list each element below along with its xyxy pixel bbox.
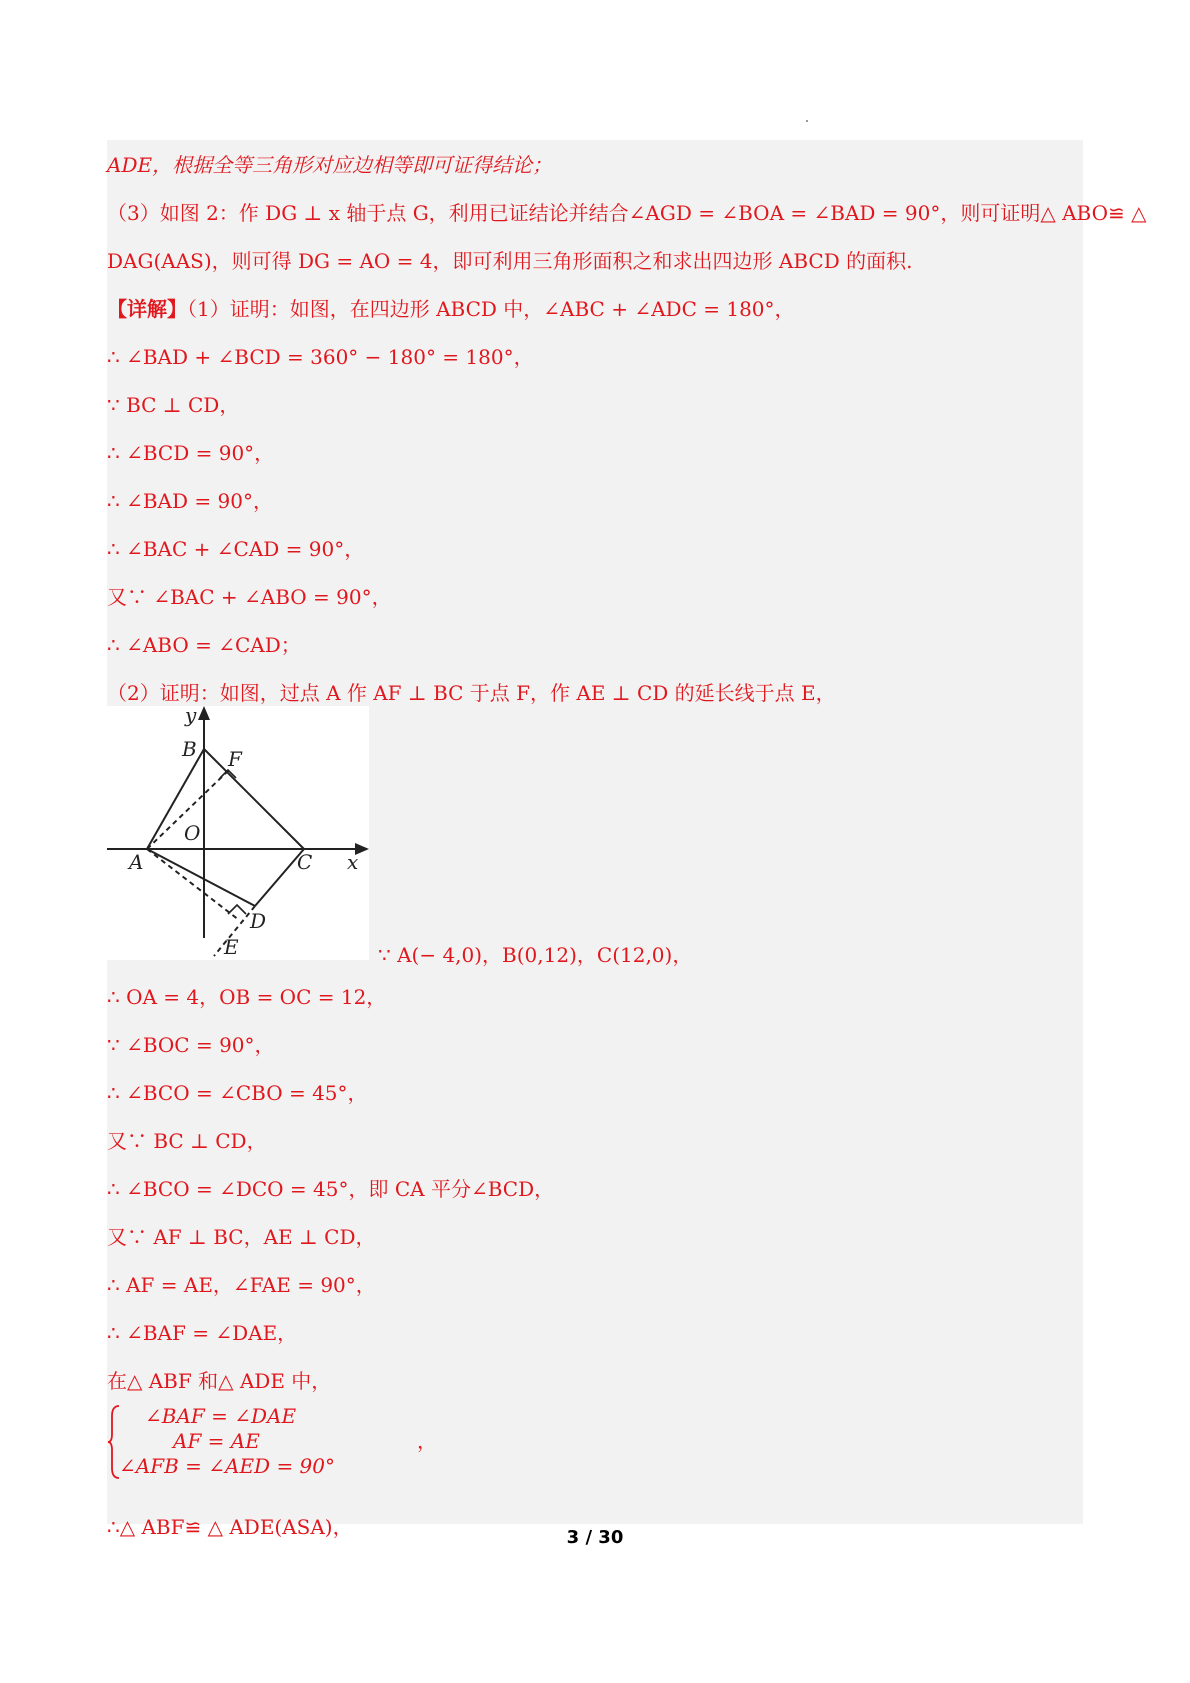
solution-line-7: ∴ ∠BCD = 90°， <box>107 441 275 465</box>
solution-line-5: ∴ ∠BAD + ∠BCD = 360° − 180° = 180°， <box>107 345 534 369</box>
label-x: x <box>347 850 359 874</box>
solution-line-19: 又∵ AF ⊥ BC，AE ⊥ CD， <box>107 1225 376 1249</box>
solution-line-14: ∴ OA = 4，OB = OC = 12， <box>107 985 387 1009</box>
label-c: C <box>297 850 313 874</box>
solution-line-20: ∴ AF = AE，∠FAE = 90°， <box>107 1273 376 1297</box>
solution-line-6: ∵ BC ⊥ CD， <box>107 393 240 417</box>
system-row-2: AF = AE <box>173 1429 260 1453</box>
solution-line-17: 又∵ BC ⊥ CD， <box>107 1129 267 1153</box>
solution-line-22: 在△ ABF 和△ ADE 中， <box>107 1369 332 1393</box>
solution-line-12: （2）证明：如图，过点 A 作 AF ⊥ BC 于点 F，作 AE ⊥ CD 的延长线于点 E， <box>107 681 836 705</box>
geometry-figure <box>107 706 369 960</box>
label-o: O <box>184 821 201 845</box>
segment-ad <box>147 849 255 906</box>
label-a: A <box>129 850 144 874</box>
label-d: D <box>250 909 267 933</box>
solution-line-11: ∴ ∠ABO = ∠CAD； <box>107 633 301 657</box>
system-tail: ， <box>417 1429 437 1453</box>
scan-dot <box>806 120 808 122</box>
solution-line-2: （3）如图 2：作 DG ⊥ x 轴于点 G，利用已证结论并结合∠AGD = ∠BOA = ∠BAD = 90°，则可证明△ ABO≌ △ <box>107 201 1147 225</box>
label-f: F <box>228 747 242 771</box>
page-number: 3 / 30 <box>566 1527 624 1548</box>
solution-line-15: ∵ ∠BOC = 90°， <box>107 1033 275 1057</box>
solution-line-13: ∵ A(− 4,0)，B(0,12)，C(12,0)， <box>378 943 693 967</box>
y-axis-arrow <box>198 706 210 720</box>
segment-bc <box>204 749 304 849</box>
solution-line-3: DAG(AAS)，则可得 DG = AO = 4，即可利用三角形面积之和求出四边形 ABCD 的面积. <box>107 249 913 273</box>
solution-line-10: 又∵ ∠BAC + ∠ABO = 90°， <box>107 585 392 609</box>
solution-line-9: ∴ ∠BAC + ∠CAD = 90°， <box>107 537 365 561</box>
system-row-3: ∠AFB = ∠AED = 90° <box>119 1454 336 1478</box>
solution-line-21: ∴ ∠BAF = ∠DAE， <box>107 1321 298 1345</box>
solution-line-4 <box>107 294 795 324</box>
solution-line-16: ∴ ∠BCO = ∠CBO = 45°， <box>107 1081 368 1105</box>
label-y: y <box>185 706 197 727</box>
right-angle-mark-e <box>228 905 246 914</box>
solution-line-18: ∴ ∠BCO = ∠DCO = 45°，即 CA 平分∠BCD， <box>107 1177 555 1201</box>
detail-part-1: （1）证明：如图，在四边形 ABCD 中，∠ABC + ∠ADC = 180°， <box>187 297 795 321</box>
solution-line-23: ∴△ ABF≌ △ ADE(ASA)， <box>107 1515 353 1539</box>
figure-svg <box>107 706 369 960</box>
solution-line-8: ∴ ∠BAD = 90°， <box>107 489 273 513</box>
solution-line-1: ADE，根据全等三角形对应边相等即可证得结论； <box>107 153 553 177</box>
label-b: B <box>182 737 197 761</box>
label-e: E <box>224 935 239 959</box>
system-row-1: ∠BAF = ∠DAE <box>145 1404 297 1428</box>
detail-tag: 【详解】 <box>107 297 187 321</box>
segment-ae-dashed <box>147 849 239 920</box>
